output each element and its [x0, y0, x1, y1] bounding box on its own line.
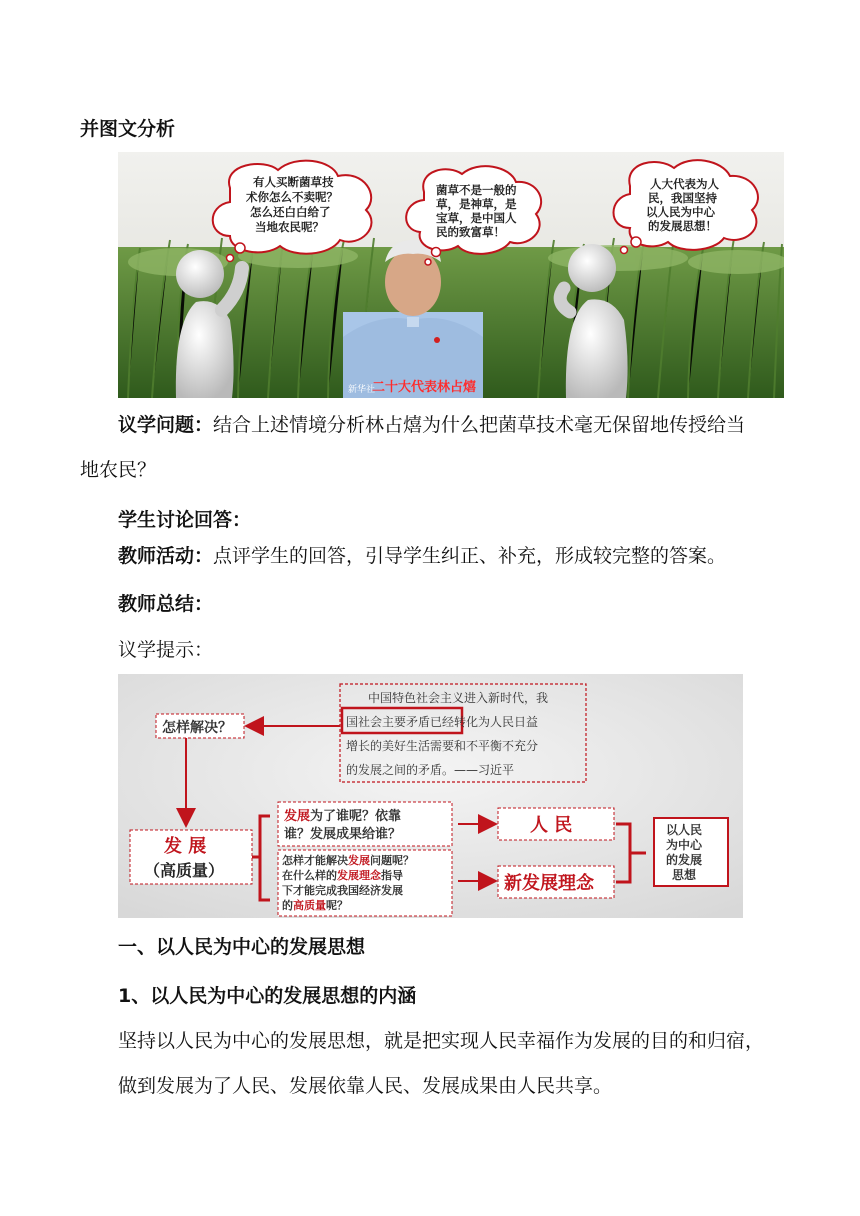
bubble-right-line-1: 人大代表为人 [650, 177, 719, 191]
paragraph-line-2: 做到发展为了人民、发展依靠人民、发展成果由人民共享。 [118, 1075, 613, 1097]
photo-caption: 二十大代表林占熺 [372, 380, 477, 395]
people-label: 人 民 [530, 815, 573, 836]
question-label: 议学问题： [118, 414, 214, 436]
result-line-4: 思想 [672, 868, 697, 882]
quote-line-4: 的发展之间的矛盾。——习近平 [346, 763, 515, 777]
scene-illustration [118, 152, 784, 398]
bubble-left-line-2: 术你怎么不卖呢？ [246, 190, 338, 204]
quote-line-3: 增长的美好生活需要和不平衡不充分 [346, 739, 539, 753]
discussion-label: 学生讨论回答： [118, 509, 252, 531]
bubble-middle-line-2: 草，是神草，是 [436, 197, 517, 211]
question-box-2-line-4: 的高质量呢？ [282, 899, 348, 912]
question-line-1 [118, 412, 745, 438]
bubble-middle-line-3: 宝草，是中国人 [436, 211, 517, 225]
question-line-2: 地农民？ [80, 459, 157, 481]
high-quality-label: （高质量） [144, 861, 225, 880]
hint-label: 议学提示： [118, 639, 214, 661]
news-logo: 新华社 [348, 385, 376, 395]
result-line-1: 以人民 [666, 823, 703, 837]
bubble-middle-line-1: 菌草不是一般的 [436, 183, 517, 197]
development-label: 发 展 [164, 836, 207, 857]
quote-line-2: 国社会主要矛盾已经转化为人民日益 [346, 715, 539, 729]
subsection-1-heading: 1、以人民为中心的发展思想的内涵 [118, 985, 417, 1007]
paragraph-line-1: 坚持以人民为中心的发展思想，就是把实现人民幸福作为发展的目的和归宿， [118, 1030, 765, 1052]
result-line-3: 的发展 [666, 853, 703, 867]
question-box-2-line-2: 在什么样的发展理念指导 [282, 869, 403, 882]
section-label: 并图文分析 [80, 118, 176, 140]
how-solve-label: 怎样解决？ [162, 720, 232, 736]
bubble-right-line-3: 以人民为中心 [646, 205, 715, 219]
question-box-2-line-3: 下才能完成我国经济发展 [282, 884, 403, 897]
teacher-summary-label: 教师总结： [118, 593, 214, 615]
new-concept-label: 新发展理念 [504, 873, 594, 894]
question-box-2-line-1: 怎样才能解决发展问题呢？ [282, 854, 414, 867]
section-1-heading: 一、以人民为中心的发展思想 [118, 936, 366, 958]
bubble-middle-line-4: 民的致富草！ [436, 225, 505, 239]
concept-diagram [118, 674, 743, 918]
bubble-right-line-2: 民，我国坚持 [648, 191, 717, 205]
concept-diagram-svg [118, 674, 743, 918]
quote-line-1: 中国特色社会主义进入新时代，我 [368, 691, 549, 705]
bubble-left-line-1: 有人买断菌草技 [253, 175, 334, 189]
teacher-activity-text: 点评学生的回答，引导学生纠正、补充，形成较完整的答案。 [213, 545, 727, 567]
bubble-left-line-4: 当地农民呢？ [255, 220, 324, 234]
bubble-right-line-4: 的发展思想！ [648, 219, 717, 233]
result-line-2: 为中心 [666, 838, 703, 852]
bubble-left-line-3: 怎么还白白给了 [250, 205, 331, 219]
teacher-activity [118, 543, 726, 569]
question-box-1-line-1: 发展为了谁呢？依靠 [284, 809, 402, 824]
question-box-1-line-2: 谁？发展成果给谁？ [284, 827, 402, 842]
scene-photo [118, 152, 784, 398]
teacher-activity-label: 教师活动： [118, 545, 214, 567]
question-text: 结合上述情境分析林占熺为什么把菌草技术毫无保留地传授给当 [213, 414, 746, 436]
